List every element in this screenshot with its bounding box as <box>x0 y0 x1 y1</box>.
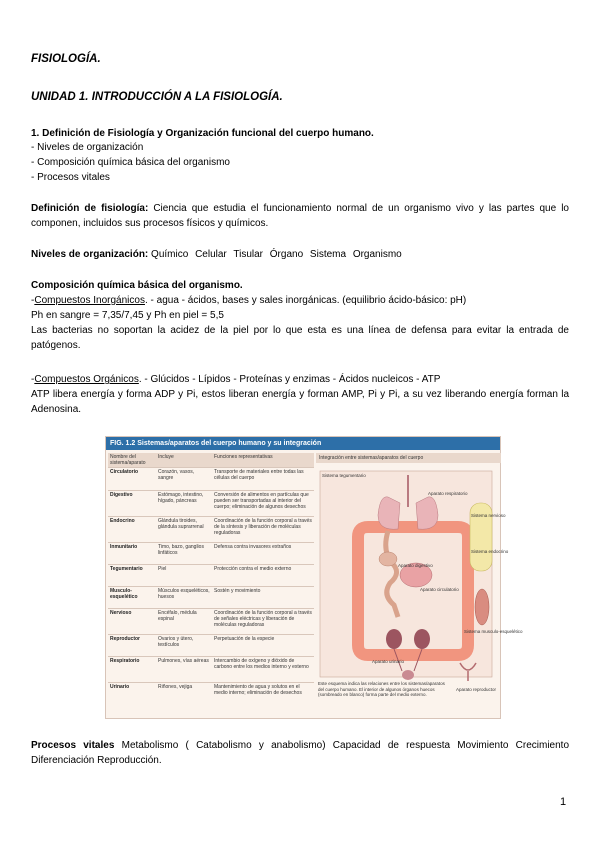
table-row <box>108 657 314 683</box>
systems-diagram <box>318 467 523 715</box>
cell: Tegumentario <box>108 565 156 587</box>
bullet-item: - Procesos vitales <box>31 172 110 183</box>
nervous-label: Sistema nervioso <box>471 513 506 518</box>
cell: Coordinación de la función corporal a través de la síntesis y liberación de moléculas reguladoras <box>212 517 314 543</box>
cell: Intercambio de oxígeno y dióxido de carbono entre los medios interno y externo <box>212 657 314 683</box>
cell: Endocrino <box>108 517 156 543</box>
cell: Defensa contra invasores extraños <box>212 543 314 565</box>
table-row <box>108 517 314 543</box>
cell: Piel <box>156 565 212 587</box>
figure-title: FIG. 1.2 Sistemas/aparatos del cuerpo humano y su integración <box>106 437 500 450</box>
table-row <box>108 635 314 657</box>
cell: Riñones, vejiga <box>156 683 212 707</box>
stomach-icon <box>379 552 397 566</box>
table-row <box>108 468 314 491</box>
organic-text: . - Glúcidos - Lípidos - Proteínas y enzimas - Ácidos nucleicos - ATP <box>138 374 441 385</box>
level-item: Químico <box>151 249 189 260</box>
level-item: Sistema <box>309 249 347 260</box>
cell: Perpetuación de la especie <box>212 635 314 657</box>
cell: Corazón, vasos, sangre <box>156 468 212 491</box>
bullet-item: - Composición química básica del organismo <box>31 157 230 168</box>
levels-paragraph <box>31 247 569 262</box>
bacteria-paragraph: Las bacterias no soportan la acidez de la piel por lo que esta es una línea de defensa para evitar la entrada de patógenos. <box>31 325 569 351</box>
doc-title: FISIOLOGÍA. <box>31 53 101 65</box>
page-number: 1 <box>560 796 567 808</box>
table-row <box>108 491 314 517</box>
repro-label: Aparato reproductor <box>456 687 497 692</box>
vital-text: Metabolismo ( Catabolismo y anabolismo) Capacidad de respuesta Movimiento Crecimiento Diferenciación Reproducción. <box>31 740 570 766</box>
endocrine-label: Sistema endocrino <box>471 549 509 554</box>
cell: Encéfalo, médula espinal <box>156 609 212 635</box>
composition-heading: Composición química básica del organismo. <box>31 280 243 291</box>
cell: Circulatorio <box>108 468 156 491</box>
skin-label: Sistema tegumentario <box>322 473 366 478</box>
cell: Mantenimiento de agua y solutos en el medio interno; eliminación de desechos <box>212 683 314 707</box>
muscle-icon <box>475 589 489 625</box>
table-row <box>108 565 314 587</box>
definition-label: Definición de fisiología: <box>31 203 149 214</box>
cell: Reproductor <box>108 635 156 657</box>
definition-paragraph <box>31 201 569 231</box>
atp-paragraph: ATP libera energía y forma ADP y Pi, estos liberan energía y forman AMP, Pi y Pi, a su vez liberando energía forman la Adenosina. <box>31 389 569 415</box>
ph-line: Ph en sangre = 7,35/7,45 y Ph en piel = 5,5 <box>31 310 224 321</box>
unit-title: UNIDAD 1. INTRODUCCIÓN A LA FISIOLOGÍA. <box>31 91 283 103</box>
dash: - <box>31 374 35 385</box>
level-item: Celular <box>195 249 227 260</box>
cell: Protección contra el medio externo <box>212 565 314 587</box>
organic-line <box>31 372 569 387</box>
levels-label: Niveles de organización: <box>31 249 149 260</box>
cell: Estómago, intestino, hígado, páncreas <box>156 491 212 517</box>
section1-heading: 1. Definición de Fisiología y Organización funcional del cuerpo humano. <box>31 128 374 139</box>
cell: Inmunitario <box>108 543 156 565</box>
organic-label: Compuestos Orgánicos <box>34 374 139 385</box>
column-header: Funciones representativas <box>212 453 314 468</box>
definition-text: Ciencia que estudia el funcionamiento normal de un organismo vivo y las partes que lo componen, incluidos sus procesos físicos y químicos. <box>31 203 569 229</box>
urinary-label: Aparato urinario <box>372 659 405 664</box>
integration-header: Integración entre sistemas/aparatos del cuerpo <box>316 453 501 463</box>
bullet-item: - Niveles de organización <box>31 142 144 153</box>
cell: Sostén y movimiento <box>212 587 314 609</box>
cell: Coordinación de la función corporal a través de señales eléctricas y liberación de moléculas reguladoras <box>212 609 314 635</box>
vital-label: Procesos vitales <box>31 740 115 751</box>
systems-table <box>108 453 314 707</box>
cell: Glándula tiroides, glándula suprarrenal <box>156 517 212 543</box>
table-row <box>108 543 314 565</box>
vital-paragraph <box>31 738 569 768</box>
digestive-label: Aparato digestivo <box>398 563 433 568</box>
cell: Respiratorio <box>108 657 156 683</box>
kidney-left <box>386 629 402 649</box>
kidney-right <box>414 629 430 649</box>
systems-figure <box>105 436 523 719</box>
table-header-row <box>108 453 314 468</box>
lung-right <box>416 497 438 529</box>
level-item: Tisular <box>233 249 263 260</box>
inorganic-line <box>31 293 569 308</box>
inorganic-text: . - agua - ácidos, bases y sales inorgánicas. (equilibrio ácido-básico: pH) <box>144 295 467 306</box>
dash: - <box>31 295 35 306</box>
inorganic-label: Compuestos Inorgánicos <box>34 295 145 306</box>
cell: Ovarios y útero, testículos <box>156 635 212 657</box>
table-row <box>108 587 314 609</box>
cell: Conversión de alimentos en partículas que pueden ser transportadas al interior del cuerpo; eliminación de algunos desechos <box>212 491 314 517</box>
column-header: Nombre del sistema/aparato <box>108 453 156 468</box>
column-header: Incluye <box>156 453 212 468</box>
bladder-icon <box>402 670 414 680</box>
cell: Nervioso <box>108 609 156 635</box>
table-row <box>108 609 314 635</box>
cell: Transporte de materiales entre todas las células del cuerpo <box>212 468 314 491</box>
cell: Urinario <box>108 683 156 707</box>
cell: Musculo-esquelético <box>108 587 156 609</box>
lung-left <box>378 497 400 529</box>
table-row <box>108 683 314 707</box>
cell: Músculos esqueléticos, huesos <box>156 587 212 609</box>
level-item: Órgano <box>269 249 304 260</box>
resp-label: Aparato respiratorio <box>428 491 468 496</box>
diagram-caption-wrap <box>318 681 452 713</box>
musculo-label: Sistema musculo-esquelético <box>464 629 523 634</box>
diagram-caption: Este esquema indica las relaciones entre los sistemas/aparatos del cuerpo humano. El interior de algunos órganos huecos (sombreado en blanco) forma parte del medio externo. <box>318 681 445 697</box>
cell: Timo, bazo, ganglios linfáticos <box>156 543 212 565</box>
level-item: Organismo <box>352 249 402 260</box>
cell: Pulmones, vías aéreas <box>156 657 212 683</box>
cell: Digestivo <box>108 491 156 517</box>
circ-label: Aparato circulatorio <box>420 587 459 592</box>
